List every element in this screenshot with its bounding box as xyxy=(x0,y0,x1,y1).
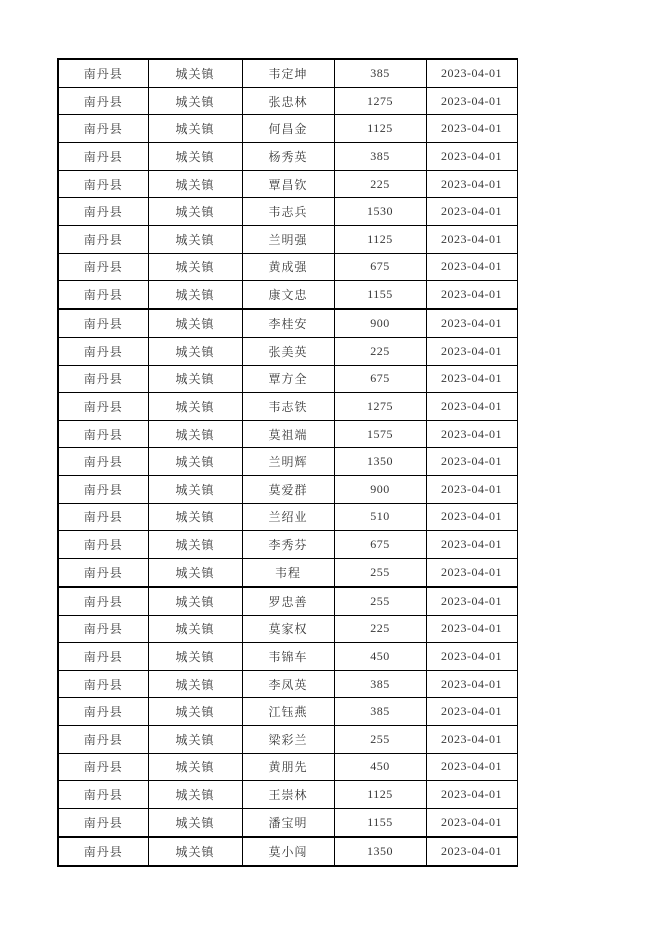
table-row xyxy=(58,587,517,615)
cell-town: 城关镇 xyxy=(148,503,242,531)
table-row xyxy=(58,393,517,421)
cell-amount: 1275 xyxy=(334,87,426,115)
cell-county: 南丹县 xyxy=(58,365,148,393)
cell-date: 2023-04-01 xyxy=(426,475,517,503)
cell-name: 覃方全 xyxy=(242,365,334,393)
table-row xyxy=(58,420,517,448)
cell-amount: 510 xyxy=(334,503,426,531)
cell-amount: 1125 xyxy=(334,781,426,809)
cell-county: 南丹县 xyxy=(58,670,148,698)
cell-county: 南丹县 xyxy=(58,393,148,421)
cell-date: 2023-04-01 xyxy=(426,59,517,87)
cell-town: 城关镇 xyxy=(148,808,242,836)
cell-town: 城关镇 xyxy=(148,781,242,809)
table-row xyxy=(58,253,517,281)
cell-town: 城关镇 xyxy=(148,143,242,171)
cell-name: 莫祖端 xyxy=(242,420,334,448)
cell-town: 城关镇 xyxy=(148,670,242,698)
table-row xyxy=(58,448,517,476)
table-row xyxy=(58,781,517,809)
cell-name: 梁彩兰 xyxy=(242,725,334,753)
cell-county: 南丹县 xyxy=(58,753,148,781)
cell-town: 城关镇 xyxy=(148,59,242,87)
cell-date: 2023-04-01 xyxy=(426,531,517,559)
cell-date: 2023-04-01 xyxy=(426,587,517,615)
cell-county: 南丹县 xyxy=(58,115,148,143)
cell-date: 2023-04-01 xyxy=(426,198,517,226)
cell-date: 2023-04-01 xyxy=(426,420,517,448)
table-row xyxy=(58,725,517,753)
cell-county: 南丹县 xyxy=(58,781,148,809)
cell-town: 城关镇 xyxy=(148,837,242,866)
cell-amount: 450 xyxy=(334,753,426,781)
cell-amount: 1125 xyxy=(334,115,426,143)
cell-county: 南丹县 xyxy=(58,420,148,448)
cell-county: 南丹县 xyxy=(58,253,148,281)
cell-date: 2023-04-01 xyxy=(426,837,517,866)
cell-amount: 900 xyxy=(334,309,426,337)
cell-amount: 675 xyxy=(334,253,426,281)
cell-name: 兰绍业 xyxy=(242,503,334,531)
table-row xyxy=(58,365,517,393)
table-row xyxy=(58,558,517,586)
cell-name: 罗忠善 xyxy=(242,587,334,615)
cell-date: 2023-04-01 xyxy=(426,143,517,171)
cell-county: 南丹县 xyxy=(58,531,148,559)
cell-amount: 255 xyxy=(334,725,426,753)
cell-date: 2023-04-01 xyxy=(426,725,517,753)
cell-date: 2023-04-01 xyxy=(426,808,517,836)
cell-name: 江钰燕 xyxy=(242,698,334,726)
cell-date: 2023-04-01 xyxy=(426,448,517,476)
table-row xyxy=(58,643,517,671)
cell-county: 南丹县 xyxy=(58,225,148,253)
cell-amount: 385 xyxy=(334,143,426,171)
cell-amount: 1350 xyxy=(334,837,426,866)
table-row xyxy=(58,615,517,643)
cell-town: 城关镇 xyxy=(148,615,242,643)
cell-town: 城关镇 xyxy=(148,170,242,198)
cell-amount: 225 xyxy=(334,170,426,198)
cell-town: 城关镇 xyxy=(148,309,242,337)
cell-name: 李凤英 xyxy=(242,670,334,698)
cell-county: 南丹县 xyxy=(58,558,148,586)
cell-county: 南丹县 xyxy=(58,615,148,643)
cell-town: 城关镇 xyxy=(148,420,242,448)
cell-date: 2023-04-01 xyxy=(426,281,517,309)
table-row xyxy=(58,837,517,866)
cell-amount: 675 xyxy=(334,365,426,393)
cell-town: 城关镇 xyxy=(148,698,242,726)
cell-county: 南丹县 xyxy=(58,503,148,531)
cell-county: 南丹县 xyxy=(58,643,148,671)
table-row xyxy=(58,670,517,698)
table-row xyxy=(58,475,517,503)
cell-town: 城关镇 xyxy=(148,337,242,365)
cell-county: 南丹县 xyxy=(58,837,148,866)
cell-date: 2023-04-01 xyxy=(426,503,517,531)
cell-name: 李秀芬 xyxy=(242,531,334,559)
cell-name: 莫小闯 xyxy=(242,837,334,866)
cell-name: 张美英 xyxy=(242,337,334,365)
cell-date: 2023-04-01 xyxy=(426,698,517,726)
cell-name: 覃昌钦 xyxy=(242,170,334,198)
cell-amount: 385 xyxy=(334,59,426,87)
data-table xyxy=(57,58,518,867)
cell-date: 2023-04-01 xyxy=(426,225,517,253)
table-row xyxy=(58,198,517,226)
cell-town: 城关镇 xyxy=(148,365,242,393)
cell-name: 王崇林 xyxy=(242,781,334,809)
cell-amount: 1125 xyxy=(334,225,426,253)
cell-name: 黄朋先 xyxy=(242,753,334,781)
table-row xyxy=(58,531,517,559)
cell-date: 2023-04-01 xyxy=(426,393,517,421)
cell-amount: 255 xyxy=(334,587,426,615)
cell-town: 城关镇 xyxy=(148,753,242,781)
cell-county: 南丹县 xyxy=(58,808,148,836)
cell-name: 潘宝明 xyxy=(242,808,334,836)
cell-date: 2023-04-01 xyxy=(426,337,517,365)
cell-town: 城关镇 xyxy=(148,587,242,615)
cell-date: 2023-04-01 xyxy=(426,87,517,115)
cell-amount: 1275 xyxy=(334,393,426,421)
cell-amount: 1155 xyxy=(334,808,426,836)
cell-name: 韦程 xyxy=(242,558,334,586)
cell-amount: 225 xyxy=(334,337,426,365)
cell-town: 城关镇 xyxy=(148,225,242,253)
cell-county: 南丹县 xyxy=(58,143,148,171)
cell-name: 韦锦车 xyxy=(242,643,334,671)
table-row xyxy=(58,225,517,253)
cell-amount: 1530 xyxy=(334,198,426,226)
cell-name: 韦志兵 xyxy=(242,198,334,226)
cell-county: 南丹县 xyxy=(58,698,148,726)
table-body xyxy=(58,59,517,866)
cell-town: 城关镇 xyxy=(148,87,242,115)
cell-name: 兰明辉 xyxy=(242,448,334,476)
cell-amount: 385 xyxy=(334,670,426,698)
table-row xyxy=(58,503,517,531)
cell-name: 何昌金 xyxy=(242,115,334,143)
cell-amount: 675 xyxy=(334,531,426,559)
table-row xyxy=(58,143,517,171)
cell-town: 城关镇 xyxy=(148,448,242,476)
cell-date: 2023-04-01 xyxy=(426,615,517,643)
cell-county: 南丹县 xyxy=(58,448,148,476)
cell-county: 南丹县 xyxy=(58,337,148,365)
cell-county: 南丹县 xyxy=(58,587,148,615)
cell-name: 韦志铁 xyxy=(242,393,334,421)
cell-name: 杨秀英 xyxy=(242,143,334,171)
table-row xyxy=(58,87,517,115)
table-row xyxy=(58,309,517,337)
cell-town: 城关镇 xyxy=(148,115,242,143)
cell-name: 莫爱群 xyxy=(242,475,334,503)
cell-town: 城关镇 xyxy=(148,558,242,586)
table-row xyxy=(58,59,517,87)
cell-county: 南丹县 xyxy=(58,198,148,226)
cell-amount: 450 xyxy=(334,643,426,671)
cell-name: 康文忠 xyxy=(242,281,334,309)
cell-county: 南丹县 xyxy=(58,87,148,115)
cell-amount: 1155 xyxy=(334,281,426,309)
cell-town: 城关镇 xyxy=(148,725,242,753)
cell-amount: 385 xyxy=(334,698,426,726)
cell-town: 城关镇 xyxy=(148,253,242,281)
cell-date: 2023-04-01 xyxy=(426,753,517,781)
cell-town: 城关镇 xyxy=(148,198,242,226)
cell-name: 韦定坤 xyxy=(242,59,334,87)
cell-amount: 225 xyxy=(334,615,426,643)
cell-county: 南丹县 xyxy=(58,475,148,503)
cell-name: 莫家权 xyxy=(242,615,334,643)
table-row xyxy=(58,698,517,726)
cell-amount: 900 xyxy=(334,475,426,503)
cell-county: 南丹县 xyxy=(58,281,148,309)
cell-county: 南丹县 xyxy=(58,170,148,198)
cell-amount: 1575 xyxy=(334,420,426,448)
table-row xyxy=(58,753,517,781)
cell-town: 城关镇 xyxy=(148,475,242,503)
cell-county: 南丹县 xyxy=(58,309,148,337)
cell-date: 2023-04-01 xyxy=(426,643,517,671)
cell-name: 张忠林 xyxy=(242,87,334,115)
cell-amount: 1350 xyxy=(334,448,426,476)
cell-name: 黄成强 xyxy=(242,253,334,281)
cell-name: 李桂安 xyxy=(242,309,334,337)
cell-date: 2023-04-01 xyxy=(426,253,517,281)
table-row xyxy=(58,170,517,198)
cell-date: 2023-04-01 xyxy=(426,365,517,393)
cell-name: 兰明强 xyxy=(242,225,334,253)
table-row xyxy=(58,337,517,365)
cell-date: 2023-04-01 xyxy=(426,309,517,337)
table-row xyxy=(58,808,517,836)
cell-town: 城关镇 xyxy=(148,393,242,421)
table-row xyxy=(58,115,517,143)
cell-date: 2023-04-01 xyxy=(426,670,517,698)
cell-town: 城关镇 xyxy=(148,281,242,309)
table-row xyxy=(58,281,517,309)
cell-town: 城关镇 xyxy=(148,531,242,559)
cell-date: 2023-04-01 xyxy=(426,558,517,586)
cell-county: 南丹县 xyxy=(58,59,148,87)
cell-date: 2023-04-01 xyxy=(426,170,517,198)
cell-town: 城关镇 xyxy=(148,643,242,671)
cell-amount: 255 xyxy=(334,558,426,586)
cell-date: 2023-04-01 xyxy=(426,115,517,143)
cell-date: 2023-04-01 xyxy=(426,781,517,809)
cell-county: 南丹县 xyxy=(58,725,148,753)
